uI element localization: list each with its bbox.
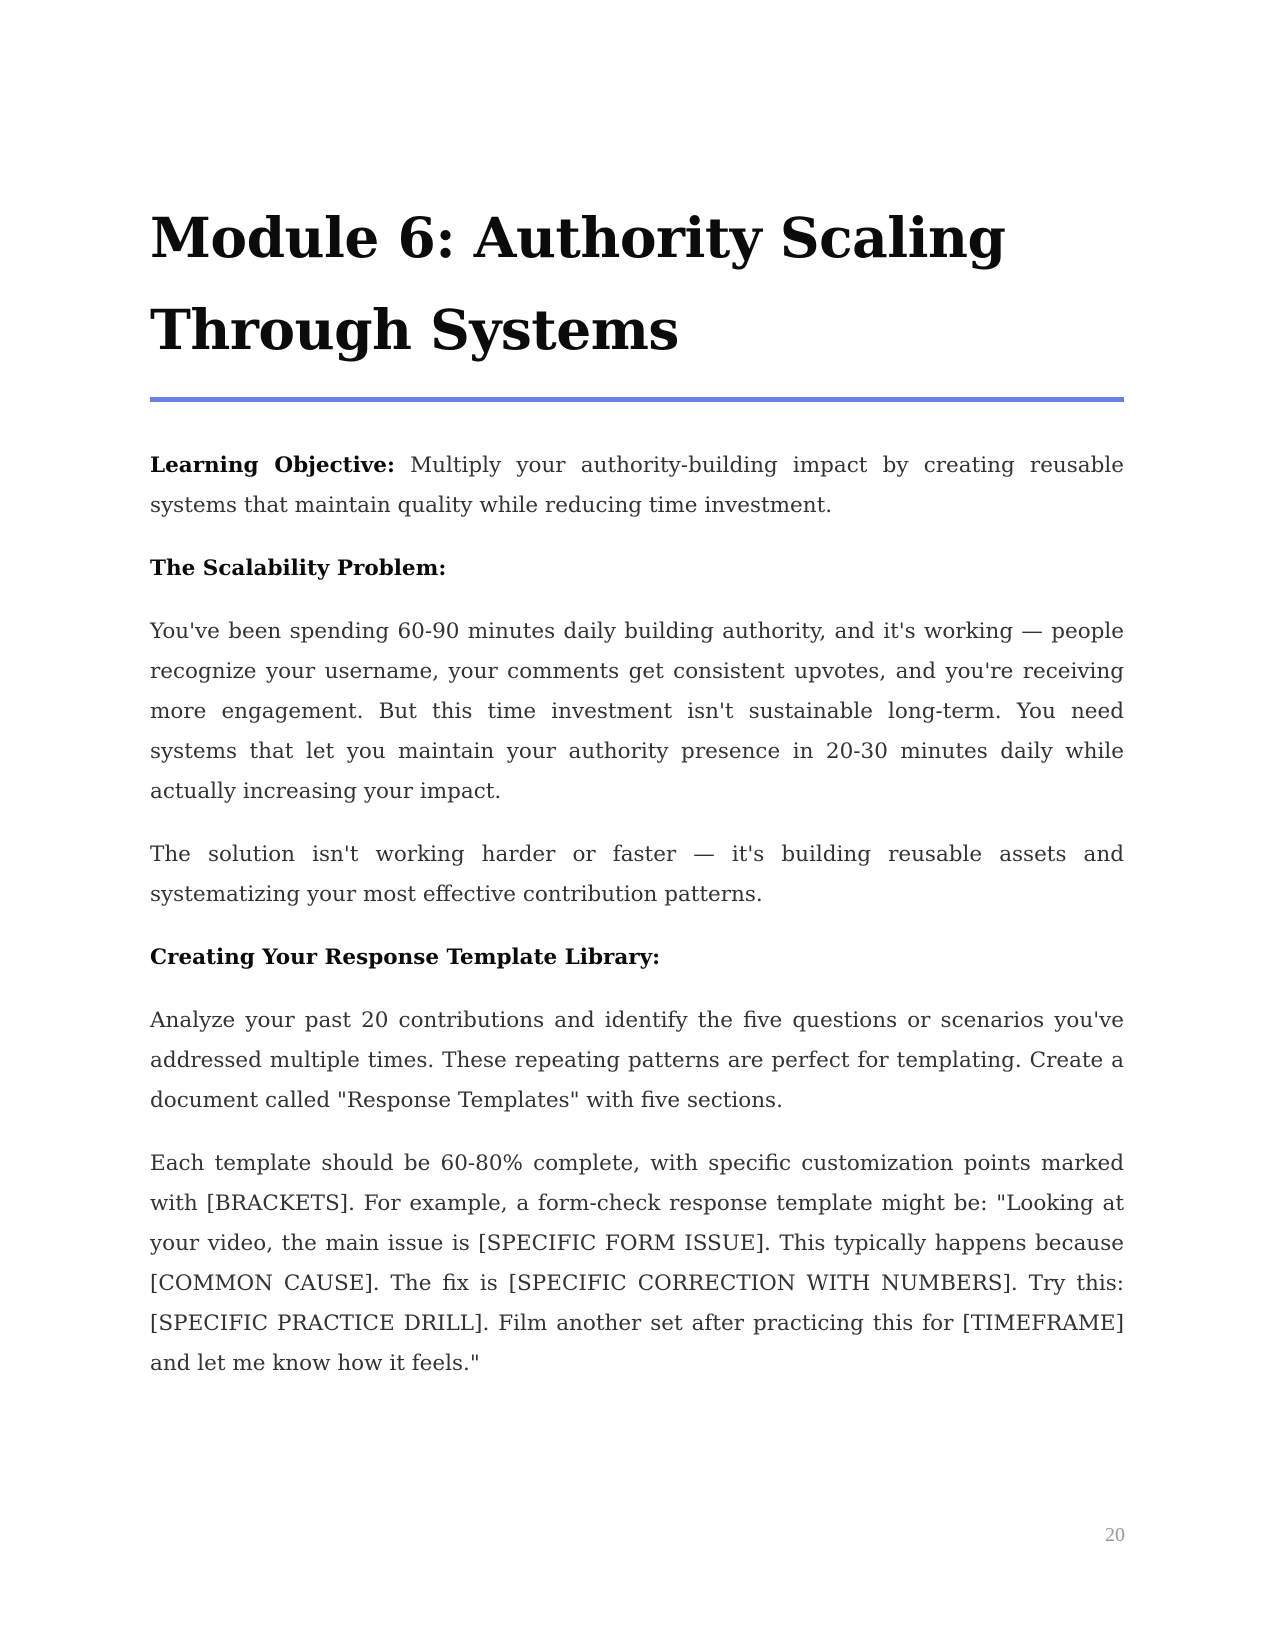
- paragraph: You've been spending 60-90 minutes daily building authority, and it's working — people recognize your username, your comments get consistent upvotes, and you're receiving more engagement. But this time investment isn't sustainable long-term. You need systems that let you maintain your authority presence in 20-30 minutes daily while actually increasing your impact.: [150, 619, 1124, 804]
- section-heading-scalability: The Scalability Problem:: [150, 556, 447, 581]
- paragraph: The solution isn't working harder or faster — it's building reusable assets and systematizing your most effective contribution patterns.: [150, 842, 1124, 907]
- learning-objective-text: Multiply your authority-building impact by creating reusable systems that maintain quality while reducing time investment.: [150, 453, 1124, 518]
- paragraph: Each template should be 60-80% complete, with specific customization points marked with [BRACKETS]. For example, a form-check response template might be: "Looking at your video, the main issue is [SPECIFIC FORM ISSUE]. This typically happens because [COMMON CAUSE]. The fix is [SPECIFIC CORRECTION WITH NUMBERS]. Try this: [SPECIFIC PRACTICE DRILL]. Film another set after practicing this for [TIMEFRAME] and let me know how it feels.": [150, 1151, 1124, 1376]
- learning-objective-label: Learning Objective:: [150, 453, 395, 478]
- section-heading-template-library: Creating Your Response Template Library:: [150, 945, 661, 970]
- title-divider: [150, 397, 1124, 402]
- learning-objective: [150, 446, 1124, 526]
- page-number: 20: [1105, 1524, 1125, 1546]
- paragraph: Analyze your past 20 contributions and identify the five questions or scenarios you've addressed multiple times. These repeating patterns are perfect for templating. Create a document called "Response Templates" with five sections.: [150, 1008, 1124, 1113]
- page-content: [150, 446, 1124, 1407]
- page-title: Module 6: Authority Scaling Through Systems: [150, 205, 1006, 362]
